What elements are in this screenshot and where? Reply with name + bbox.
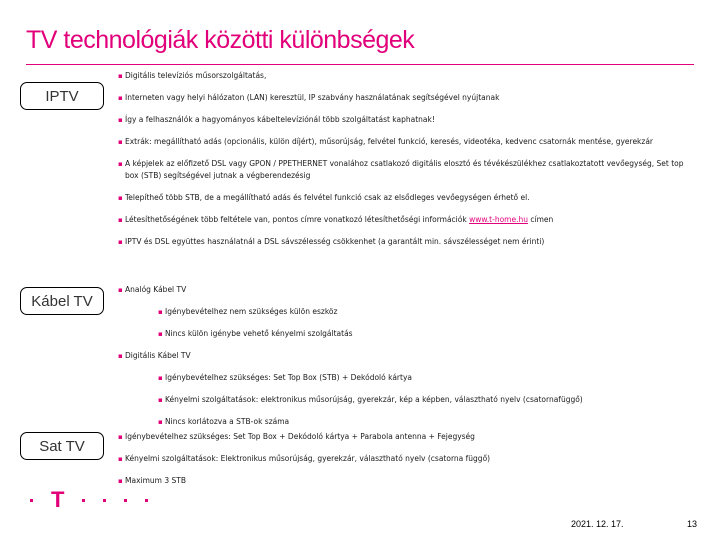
telekom-logo: T — [51, 487, 65, 512]
sat-bullet-2: ▪ Kényelmi szolgáltatások: Elektronikus műsorújság, gyerekzár, választható nyelv (csatorna függő) — [118, 453, 698, 465]
sat-bullet-1: ▪ Igénybevételhez szükséges: Set Top Box + Dekódoló kártya + Parabola antenna + Fejegység — [118, 431, 698, 443]
iptv-bullet-7-end: címen — [527, 215, 554, 224]
iptv-bullet-7-text: Létesíthetőségének több feltétele van, pontos címre vonatkozó létesíthetőségi információk — [125, 215, 470, 224]
title-divider — [26, 64, 694, 65]
kabel-analog-item-2: ▪ Nincs külön igénybe vehető kényelmi szolgáltatás — [158, 328, 698, 340]
kabel-digital-item-1: ▪ Igénybevételhez szükséges: Set Top Box (STB) + Dekódoló kártya — [158, 372, 698, 384]
kabel-section — [118, 284, 698, 438]
sat-section — [118, 431, 698, 497]
iptv-bullet-7 — [118, 214, 698, 226]
iptv-bullet-6: ▪ Telepítheő több STB, de a megállítható adás és felvétel funkció csak az elsődleges vevőegységen érhető el. — [118, 192, 698, 204]
kabel-analog-heading: ▪ Analóg Kábel TV — [118, 284, 698, 296]
brand-dot — [124, 499, 127, 502]
iptv-bullet-1: ▪ Digitális televíziós műsorszolgáltatás, — [118, 70, 698, 82]
iptv-bullet-3: ▪ Így a felhasználók a hagyományos kábeltelevíziónál több szolgáltatást kaphatnak! — [118, 114, 698, 126]
kabel-analog-item-1: ▪ Igénybevételhez nem szükséges külön eszköz — [158, 306, 698, 318]
brand-dot — [82, 499, 85, 502]
t-home-link[interactable]: www.t-home.hu — [469, 215, 528, 224]
brand-dot — [103, 499, 106, 502]
category-iptv — [20, 82, 104, 110]
category-sat-tv-label: Sat TV — [39, 437, 85, 455]
slide-title: TV technológiák közötti különbségek — [26, 26, 415, 54]
category-sat-tv — [20, 432, 104, 460]
category-kabel-tv-label: Kábel TV — [31, 292, 93, 310]
kabel-digital-item-2: ▪ Kényelmi szolgáltatások: elektronikus műsorújság, gyerekzár, kép a képben, választható nyelv (csatornafüggő) — [158, 394, 698, 406]
kabel-digital-item-3: ▪ Nincs korlátozva a STB-ok száma — [158, 416, 698, 428]
category-kabel-tv — [20, 287, 104, 315]
brand-dot — [30, 499, 33, 502]
iptv-bullet-2: ▪ Interneten vagy helyi hálózaton (LAN) keresztül, IP szabvány használatának segítségével nyújtanak — [118, 92, 698, 104]
iptv-bullet-8: ▪ IPTV és DSL együttes használatnál a DSL sávszélesség csökkenhet (a garantált min. sávszélességet nem érinti) — [118, 236, 698, 248]
sat-bullet-3: ▪ Maximum 3 STB — [118, 475, 698, 487]
iptv-bullet-4: ▪ Extrák: megállítható adás (opcionális, külön díjért), műsorújság, felvétel funkció, keresés, videotéka, kedvenc csatornák mentése, gyerekzár — [118, 136, 698, 148]
footer-brand-bar — [30, 487, 148, 513]
iptv-bullet-5: ▪ A képjelek az előfizető DSL vagy GPON / PPETHERNET vonalához csatlakozó digitális elosztó és tévékészülékhez csatlakoztatott vevőegység, Set top box (STB) segítségével jutnak a végberendezésig — [118, 158, 698, 182]
iptv-section — [118, 70, 698, 258]
brand-dot — [145, 499, 148, 502]
kabel-digital-heading: ▪ Digitális Kábel TV — [118, 350, 698, 362]
category-iptv-label: IPTV — [45, 87, 79, 105]
page-number: 13 — [687, 519, 698, 529]
slide-date: 2021. 12. 17. — [571, 519, 624, 529]
